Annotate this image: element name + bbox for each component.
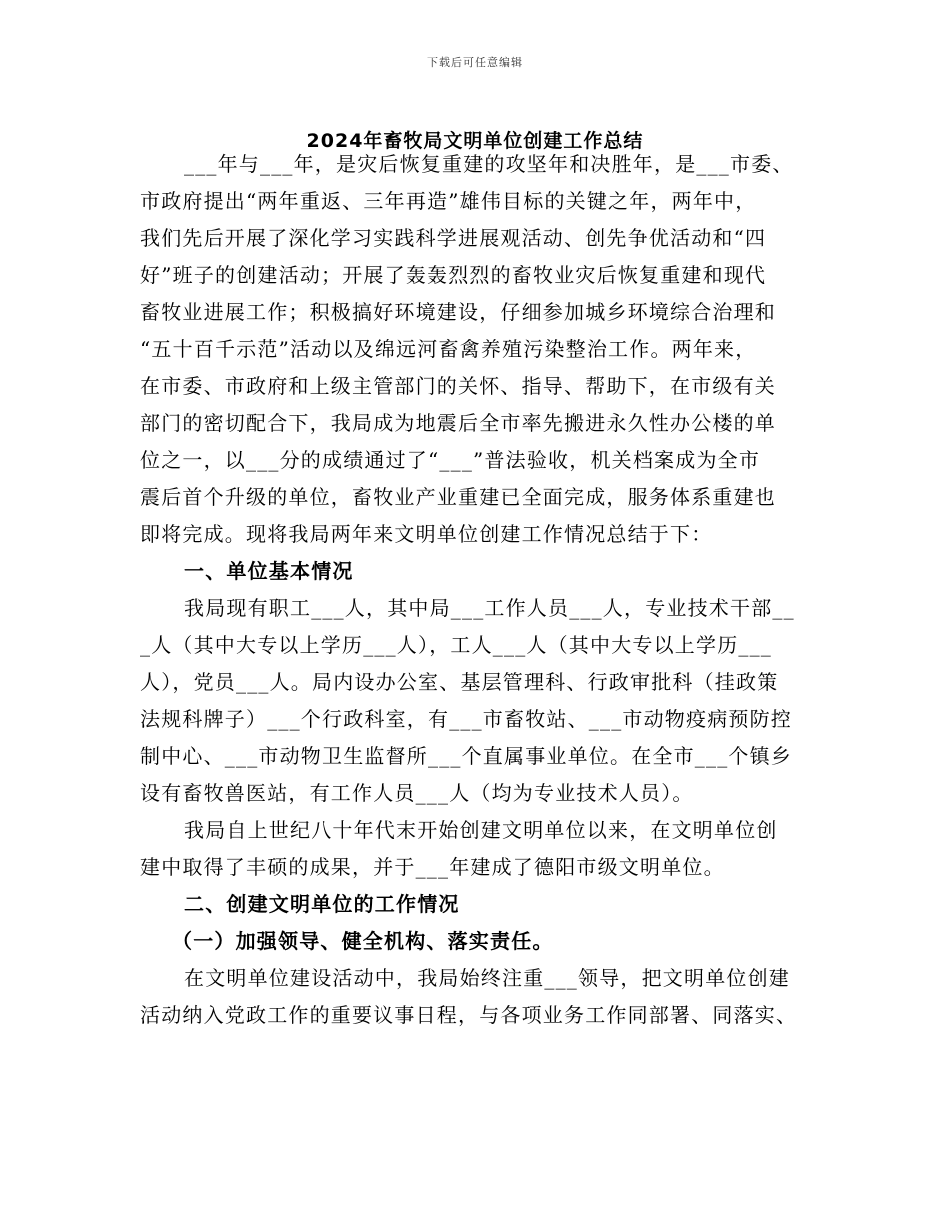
paragraph-line: 我局现有职工___人，其中局___工作人员___人，专业技术干部__: [184, 596, 795, 620]
paragraph-line: _人（其中大专以上学历___人），工人___人（其中大专以上学历___: [140, 633, 772, 657]
section-heading-1: 一、单位基本情况: [184, 559, 354, 583]
paragraph-line: 我们先后开展了深化学习实践科学进展观活动、创先争优活动和“四: [140, 226, 767, 250]
paragraph-line: 在文明单位建设活动中，我局始终注重___领导，把文明单位创建: [184, 966, 790, 990]
paragraph-line: 部门的密切配合下，我局成为地震后全市率先搬进永久性办公楼的单: [140, 411, 776, 435]
paragraph-line: 震后首个升级的单位，畜牧业产业重建已全面完成，服务体系重建也: [140, 485, 776, 509]
paragraph-line: ___年与___年，是灾后恢复重建的攻坚年和决胜年，是___市委、: [184, 152, 794, 176]
subsection-heading-1: （一）加强领导、健全机构、落实责任。: [172, 929, 554, 953]
paragraph-line: 制中心、___市动物卫生监督所___个直属事业单位。在全市___个镇乡: [140, 744, 792, 768]
paragraph-line: 市政府提出“两年重返、三年再造”雄伟目标的关键之年，两年中，: [140, 189, 757, 213]
document-body: [140, 146, 830, 1034]
paragraph-line: “五十百千示范”活动以及绵远河畜禽养殖污染整治工作。两年来，: [140, 337, 757, 361]
section-heading-2: 二、创建文明单位的工作情况: [184, 892, 460, 916]
paragraph-line: 我局自上世纪八十年代末开始创建文明单位以来，在文明单位创: [184, 818, 778, 842]
paragraph-line: 设有畜牧兽医站，有工作人员___人（均为专业技术人员）。: [140, 781, 694, 805]
paragraph-line: 人），党员___人。局内设办公室、基层管理科、行政审批科（挂政策: [140, 670, 779, 694]
paragraph-line: 法规科牌子）___个行政科室，有___市畜牧站、___市动物疫病预防控: [140, 707, 792, 731]
header-note: 下载后可任意编辑: [427, 56, 523, 69]
paragraph-line: 活动纳入党政工作的重要议事日程，与各项业务工作同部署、同落实、: [140, 1003, 798, 1027]
paragraph-line: 畜牧业进展工作；积极搞好环境建设，仔细参加城乡环境综合治理和: [140, 300, 776, 324]
paragraph-line: 即将完成。现将我局两年来文明单位创建工作情况总结于下：: [140, 522, 713, 546]
paragraph-line: 建中取得了丰硕的成果，并于___年建成了德阳市级文明单位。: [140, 855, 725, 879]
paragraph-line: 位之一，以___分的成绩通过了“___”普法验收，机关档案成为全市: [140, 448, 761, 472]
paragraph-line: 好”班子的创建活动；开展了轰轰烈烈的畜牧业灾后恢复重建和现代: [140, 263, 767, 287]
document-title: 2024年畜牧局文明单位创建工作总结: [306, 130, 644, 152]
paragraph-line: 在市委、市政府和上级主管部门的关怀、指导、帮助下，在市级有关: [140, 374, 776, 398]
